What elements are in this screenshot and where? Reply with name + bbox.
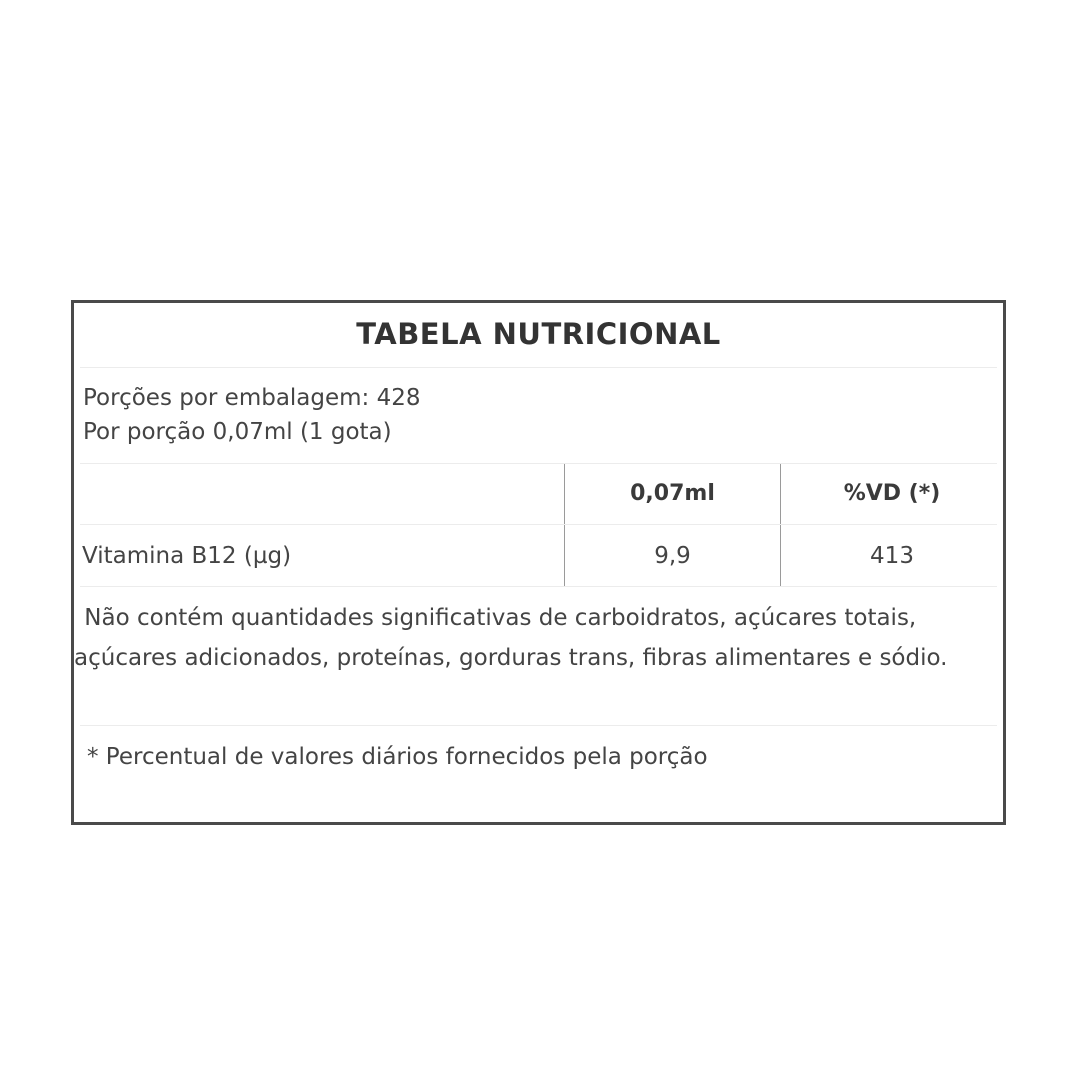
daily-value-footnote: * Percentual de valores diários fornecidos pela porção [87,744,708,770]
divider [80,463,997,464]
servings-per-package: Porções por embalagem: 428 [83,385,421,411]
table-title: TABELA NUTRICIONAL [356,317,721,351]
divider [80,586,997,587]
nutrient-amount: 9,9 [654,543,691,569]
serving-size: Por porção 0,07ml (1 gota) [83,419,392,445]
not-significant-note-line-2: açúcares adicionados, proteínas, gorduras trans, fibras alimentares e sódio. [74,645,948,671]
nutrient-name: Vitamina B12 (µg) [82,543,292,569]
divider [80,725,997,726]
amount-column-header: 0,07ml [630,481,715,506]
not-significant-note-line-1: Não contém quantidades significativas de carboidratos, açúcares totais, [77,605,917,631]
divider [80,524,997,525]
divider [80,367,997,368]
nutrition-table [71,300,1006,825]
nutrient-dv: 413 [870,543,914,569]
dv-column-header: %VD (*) [843,481,941,506]
